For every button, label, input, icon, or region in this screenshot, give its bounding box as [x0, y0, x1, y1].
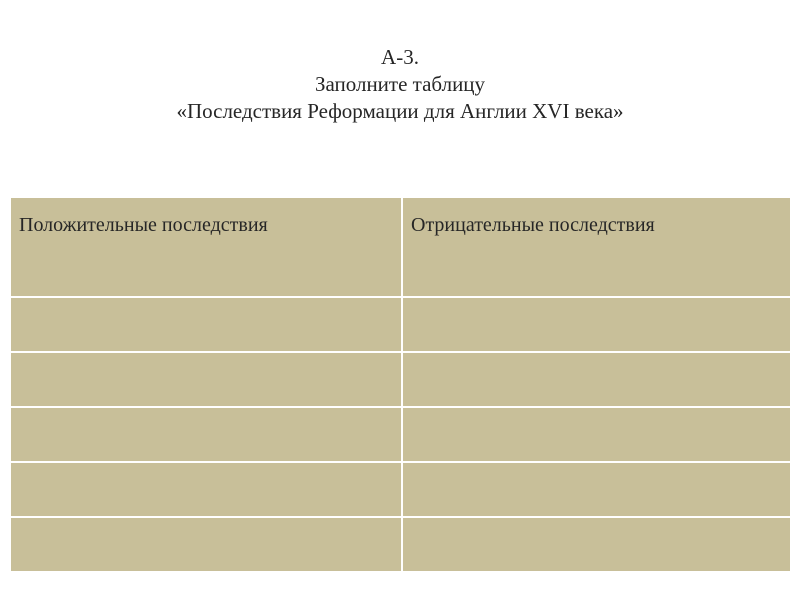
table-row: [10, 517, 791, 572]
table-cell-negative[interactable]: [402, 297, 791, 352]
consequences-table-wrapper: [9, 196, 790, 573]
table-cell-negative[interactable]: [402, 462, 791, 517]
table-cell-negative[interactable]: [402, 407, 791, 462]
task-instruction: Заполните таблицу: [314, 72, 486, 96]
header-positive-consequences: Положительные последствия: [10, 197, 402, 297]
table-cell-negative[interactable]: [402, 352, 791, 407]
table-title: «Последствия Реформации для Англии XVI века»: [176, 99, 624, 123]
table-cell-positive[interactable]: [10, 462, 402, 517]
table-row: [10, 297, 791, 352]
table-cell-positive[interactable]: [10, 352, 402, 407]
table-row: [10, 352, 791, 407]
slide-title: [0, 44, 800, 125]
table-cell-positive[interactable]: [10, 297, 402, 352]
consequences-table: [9, 196, 792, 573]
header-negative-consequences: Отрицательные последствия: [402, 197, 791, 297]
task-number: А-3.: [381, 45, 419, 69]
table-cell-positive[interactable]: [10, 517, 402, 572]
table-header-row: [10, 197, 791, 297]
table-cell-negative[interactable]: [402, 517, 791, 572]
table-row: [10, 462, 791, 517]
table-cell-positive[interactable]: [10, 407, 402, 462]
table-row: [10, 407, 791, 462]
